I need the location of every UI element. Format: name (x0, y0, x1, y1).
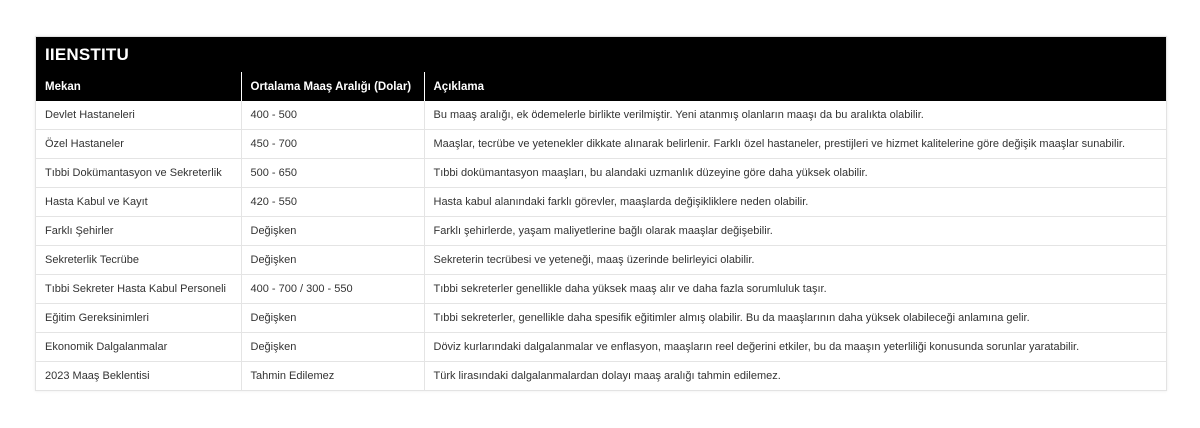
table-row (36, 275, 1166, 304)
header-location: Mekan (36, 72, 241, 101)
cell-salary-range: Tahmin Edilemez (241, 362, 424, 391)
salary-table-card (35, 36, 1167, 391)
cell-salary-range: 500 - 650 (241, 159, 424, 188)
cell-description: Türk lirasındaki dalgalanmalardan dolayı maaş aralığı tahmin edilemez. (433, 370, 781, 382)
table-header-row (36, 72, 1166, 101)
header-salary-range: Ortalama Maaş Aralığı (Dolar) (241, 72, 424, 101)
cell-location: Devlet Hastaneleri (36, 101, 241, 130)
table-row (36, 159, 1166, 188)
cell-description: Sekreterin tecrübesi ve yeteneği, maaş üzerinde belirleyici olabilir. (424, 246, 1166, 275)
salary-table (36, 72, 1166, 390)
cell-salary-range: 400 - 500 (241, 101, 424, 130)
cell-location: Özel Hastaneler (36, 130, 241, 159)
cell-description: Tıbbi sekreterler, genellikle daha spesifik eğitimler almış olabilir. Bu da maaşlarının daha yüksek olabileceği anlamına gelir. (424, 304, 1166, 333)
cell-location: Ekonomik Dalgalanmalar (36, 333, 241, 362)
cell-description: Tıbbi sekreterler genellikle daha yüksek maaş alır ve daha fazla sorumluluk taşır. (424, 275, 1166, 304)
cell-salary-range: Değişken (241, 304, 424, 333)
cell-location: Tıbbi Dokümantasyon ve Sekreterlik (36, 159, 241, 188)
cell-location: 2023 Maaş Beklentisi (36, 362, 241, 391)
cell-location: Sekreterlik Tecrübe (36, 246, 241, 275)
cell-salary-range: Değişken (241, 246, 424, 275)
cell-salary-range: 450 - 700 (241, 130, 424, 159)
brand-title: IIENSTITU (36, 37, 1166, 72)
header-description: Açıklama (424, 72, 1166, 101)
cell-description: Döviz kurlarındaki dalgalanmalar ve enflasyon, maaşların reel değerini etkiler, bu da maaşın yeterliliği konusunda sorunlar yaratabilir. (424, 333, 1166, 362)
cell-description: Maaşlar, tecrübe ve yetenekler dikkate alınarak belirlenir. Farklı özel hastaneler, prestijleri ve hizmet kalitelerine göre değişik maaşlar sunabilir. (424, 130, 1166, 159)
table-row (36, 304, 1166, 333)
cell-location: Eğitim Gereksinimleri (36, 304, 241, 333)
cell-location: Farklı Şehirler (36, 217, 241, 246)
table-row (36, 333, 1166, 362)
cell-description: Bu maaş aralığı, ek ödemelerle birlikte verilmiştir. Yeni atanmış olanların maaşı da bu aralıkta olabilir. (424, 101, 1166, 130)
table-row (36, 246, 1166, 275)
table-row (36, 362, 1166, 391)
table-row (36, 188, 1166, 217)
cell-salary-range: Değişken (241, 333, 424, 362)
cell-salary-range: 400 - 700 / 300 - 550 (241, 275, 424, 304)
table-row (36, 101, 1166, 130)
table-row (36, 217, 1166, 246)
cell-location: Hasta Kabul ve Kayıt (36, 188, 241, 217)
cell-salary-range: 420 - 550 (241, 188, 424, 217)
table-row (36, 130, 1166, 159)
cell-salary-range: Değişken (241, 217, 424, 246)
cell-description: Hasta kabul alanındaki farklı görevler, maaşlarda değişikliklere neden olabilir. (424, 188, 1166, 217)
cell-description: Tıbbi dokümantasyon maaşları, bu alandaki uzmanlık düzeyine göre daha yüksek olabilir. (424, 159, 1166, 188)
cell-description: Farklı şehirlerde, yaşam maliyetlerine bağlı olarak maaşlar değişebilir. (424, 217, 1166, 246)
cell-location: Tıbbi Sekreter Hasta Kabul Personeli (36, 275, 241, 304)
